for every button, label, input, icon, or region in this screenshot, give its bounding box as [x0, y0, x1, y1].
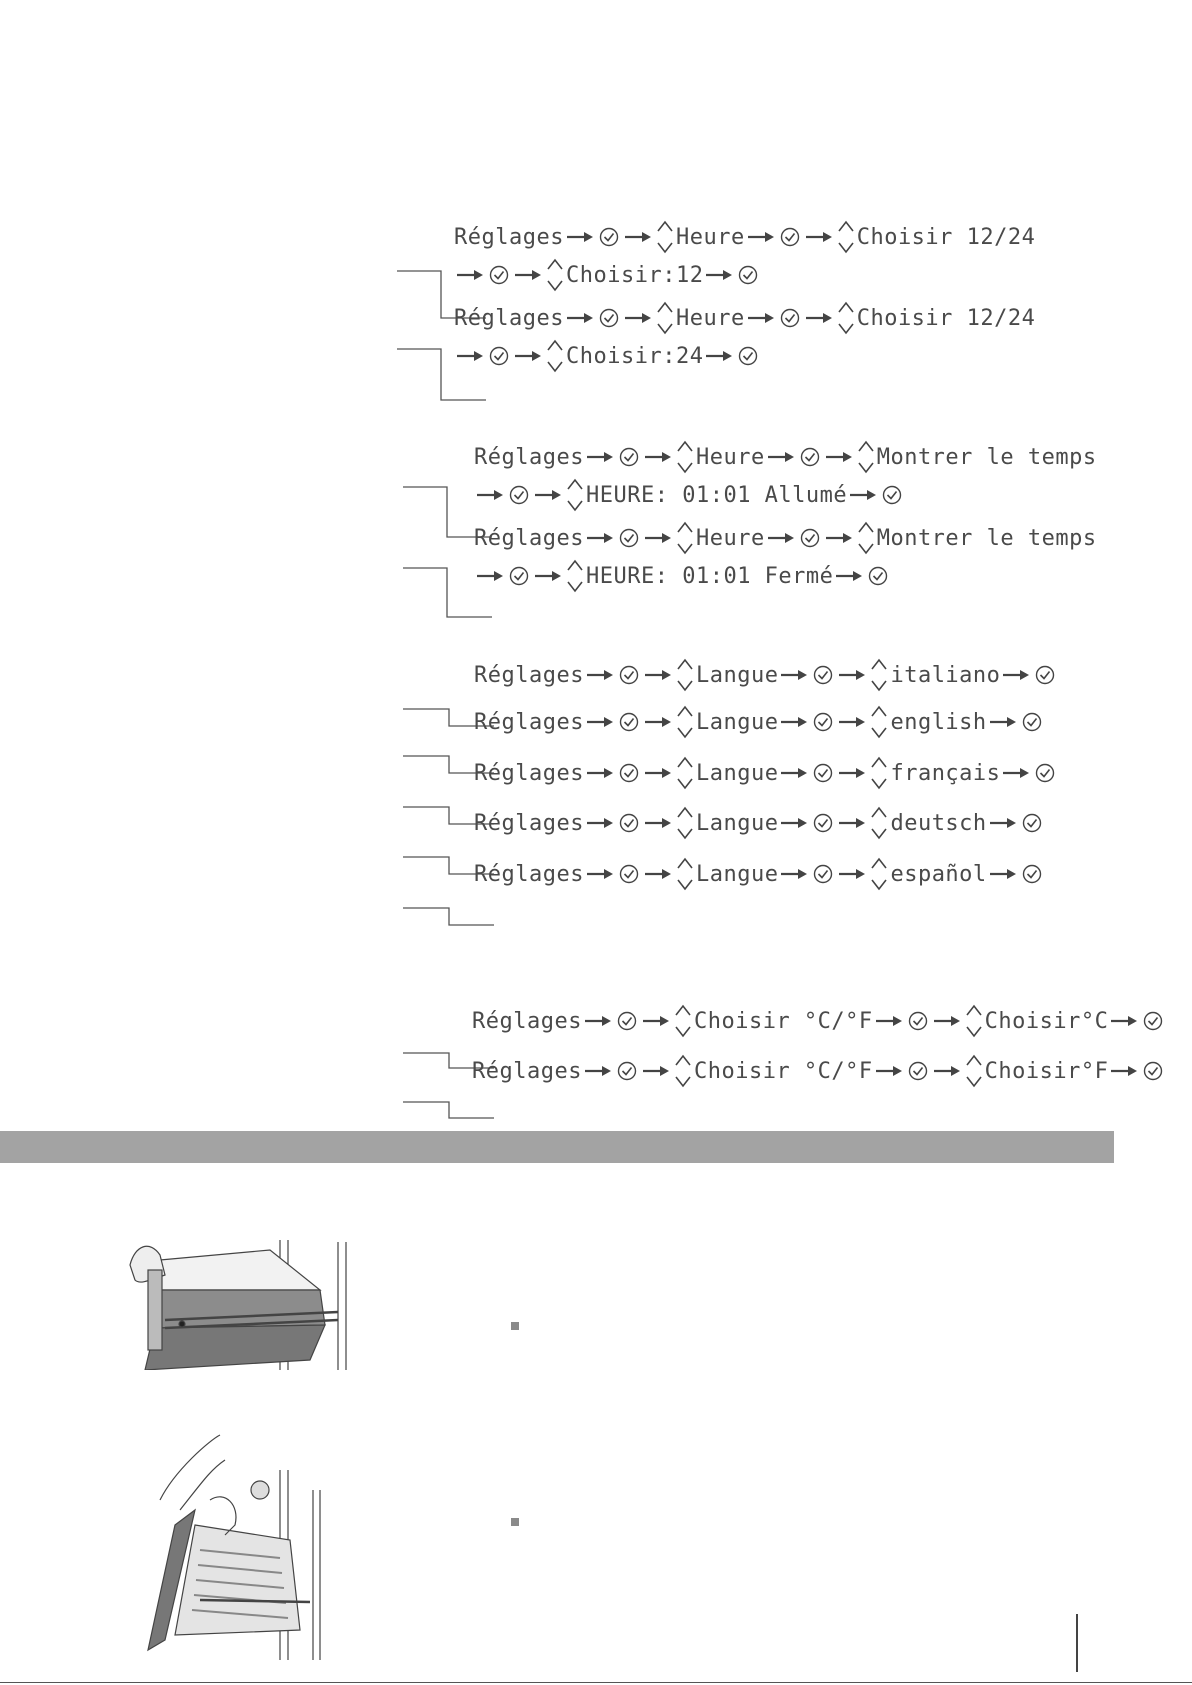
- right-arrow-icon: [644, 450, 672, 464]
- check-circle-icon: [619, 813, 639, 833]
- instruction-text: Réglages: [472, 1058, 582, 1084]
- instruction-text: Montrer le temps: [876, 525, 1097, 551]
- right-arrow-icon: [476, 488, 504, 502]
- right-arrow-icon: [514, 268, 542, 282]
- right-arrow-icon: [1002, 668, 1030, 682]
- right-arrow-icon: [586, 867, 614, 881]
- right-arrow-icon: [476, 569, 504, 583]
- instruction-text: Langue: [695, 760, 779, 786]
- right-arrow-icon: [805, 311, 833, 325]
- check-circle-icon: [489, 346, 509, 366]
- drawer-removal-illustration: [120, 1220, 360, 1370]
- check-circle-icon: [813, 763, 833, 783]
- right-arrow-icon: [989, 867, 1017, 881]
- instruction-text: Heure: [675, 224, 745, 250]
- check-circle-icon: [882, 485, 902, 505]
- instruction-text: HEURE: 01:01 Fermé: [586, 563, 834, 589]
- check-circle-icon: [617, 1011, 637, 1031]
- check-circle-icon: [800, 528, 820, 548]
- right-arrow-icon: [586, 766, 614, 780]
- right-arrow-icon: [642, 1064, 670, 1078]
- right-arrow-icon: [805, 230, 833, 244]
- right-arrow-icon: [644, 867, 672, 881]
- right-arrow-icon: [456, 268, 484, 282]
- up-down-chevron-icon: [870, 856, 888, 892]
- up-down-chevron-icon: [870, 704, 888, 740]
- right-arrow-icon: [586, 531, 614, 545]
- instruction-text: Langue: [695, 709, 779, 735]
- instruction-line: [454, 338, 761, 374]
- right-arrow-icon: [586, 668, 614, 682]
- right-arrow-icon: [825, 531, 853, 545]
- check-circle-icon: [1022, 864, 1042, 884]
- right-arrow-icon: [534, 488, 562, 502]
- check-circle-icon: [1035, 665, 1055, 685]
- instruction-line: [474, 477, 905, 513]
- right-arrow-icon: [644, 668, 672, 682]
- instruction-line: [474, 704, 1045, 740]
- instruction-text: deutsch: [890, 810, 987, 836]
- right-arrow-icon: [586, 715, 614, 729]
- up-down-chevron-icon: [676, 704, 694, 740]
- instruction-line: [474, 439, 1097, 475]
- up-down-chevron-icon: [965, 1003, 983, 1039]
- instruction-text: italiano: [890, 662, 1001, 688]
- right-arrow-icon: [989, 715, 1017, 729]
- instruction-text: Choisir °C/°F: [693, 1058, 873, 1084]
- right-arrow-icon: [838, 715, 866, 729]
- up-down-chevron-icon: [857, 439, 875, 475]
- right-arrow-icon: [875, 1064, 903, 1078]
- right-arrow-icon: [780, 668, 808, 682]
- right-arrow-icon: [849, 488, 877, 502]
- up-down-chevron-icon: [676, 439, 694, 475]
- right-arrow-icon: [1110, 1014, 1138, 1028]
- right-arrow-icon: [780, 867, 808, 881]
- up-down-chevron-icon: [837, 300, 855, 336]
- instruction-text: Heure: [675, 305, 745, 331]
- instruction-text: HEURE: 01:01 Allumé: [586, 482, 848, 508]
- right-arrow-icon: [586, 450, 614, 464]
- right-arrow-icon: [566, 311, 594, 325]
- check-circle-icon: [1143, 1011, 1163, 1031]
- right-arrow-icon: [586, 816, 614, 830]
- right-arrow-icon: [825, 450, 853, 464]
- up-down-chevron-icon: [676, 520, 694, 556]
- right-arrow-icon: [780, 715, 808, 729]
- right-arrow-icon: [747, 311, 775, 325]
- instruction-text: english: [890, 709, 987, 735]
- right-arrow-icon: [838, 766, 866, 780]
- instruction-line: [474, 805, 1045, 841]
- drawer-lid-illustration: [130, 1430, 370, 1660]
- up-down-chevron-icon: [676, 805, 694, 841]
- right-arrow-icon: [747, 230, 775, 244]
- check-circle-icon: [1022, 813, 1042, 833]
- right-arrow-icon: [644, 816, 672, 830]
- instruction-text: Réglages: [474, 861, 584, 887]
- instruction-line: [454, 257, 761, 293]
- up-down-chevron-icon: [546, 257, 564, 293]
- check-circle-icon: [617, 1061, 637, 1081]
- right-arrow-icon: [875, 1014, 903, 1028]
- check-circle-icon: [1022, 712, 1042, 732]
- check-circle-icon: [780, 227, 800, 247]
- instruction-line: [454, 219, 1035, 255]
- check-circle-icon: [489, 265, 509, 285]
- instruction-text: Choisir:24: [566, 343, 704, 369]
- instruction-text: Choisir°C: [984, 1008, 1109, 1034]
- right-arrow-icon: [644, 766, 672, 780]
- bullet-marker: [511, 1518, 519, 1526]
- right-arrow-icon: [989, 816, 1017, 830]
- page-edge-marker: [1076, 1614, 1078, 1672]
- right-arrow-icon: [1002, 766, 1030, 780]
- up-down-chevron-icon: [546, 338, 564, 374]
- up-down-chevron-icon: [674, 1003, 692, 1039]
- instruction-line: [474, 856, 1045, 892]
- up-down-chevron-icon: [566, 558, 584, 594]
- instruction-text: Choisir 12/24: [856, 224, 1036, 250]
- instruction-line: [474, 657, 1058, 693]
- up-down-chevron-icon: [676, 657, 694, 693]
- right-arrow-icon: [534, 569, 562, 583]
- up-down-chevron-icon: [965, 1053, 983, 1089]
- check-circle-icon: [619, 665, 639, 685]
- up-down-chevron-icon: [857, 520, 875, 556]
- instruction-text: Réglages: [472, 1008, 582, 1034]
- check-circle-icon: [619, 763, 639, 783]
- instruction-line: [474, 558, 891, 594]
- instruction-line: [474, 520, 1097, 556]
- check-circle-icon: [780, 308, 800, 328]
- right-arrow-icon: [767, 450, 795, 464]
- up-down-chevron-icon: [870, 755, 888, 791]
- instruction-text: Réglages: [454, 305, 564, 331]
- check-circle-icon: [813, 712, 833, 732]
- instruction-line: [474, 755, 1058, 791]
- up-down-chevron-icon: [656, 219, 674, 255]
- check-circle-icon: [868, 566, 888, 586]
- instruction-text: Réglages: [454, 224, 564, 250]
- bullet-marker: [511, 1322, 519, 1330]
- instruction-text: Réglages: [474, 444, 584, 470]
- instruction-text: Langue: [695, 662, 779, 688]
- instruction-text: Langue: [695, 861, 779, 887]
- instruction-text: Langue: [695, 810, 779, 836]
- check-circle-icon: [619, 528, 639, 548]
- check-circle-icon: [599, 227, 619, 247]
- right-arrow-icon: [838, 867, 866, 881]
- check-circle-icon: [813, 665, 833, 685]
- right-arrow-icon: [838, 816, 866, 830]
- instruction-text: français: [890, 760, 1001, 786]
- right-arrow-icon: [780, 816, 808, 830]
- check-circle-icon: [813, 813, 833, 833]
- check-circle-icon: [1143, 1061, 1163, 1081]
- right-arrow-icon: [933, 1064, 961, 1078]
- right-arrow-icon: [456, 349, 484, 363]
- check-circle-icon: [1035, 763, 1055, 783]
- check-circle-icon: [738, 265, 758, 285]
- up-down-chevron-icon: [870, 657, 888, 693]
- right-arrow-icon: [1110, 1064, 1138, 1078]
- check-circle-icon: [908, 1061, 928, 1081]
- check-circle-icon: [619, 447, 639, 467]
- check-circle-icon: [908, 1011, 928, 1031]
- up-down-chevron-icon: [837, 219, 855, 255]
- up-down-chevron-icon: [870, 805, 888, 841]
- footer-rule: [0, 1682, 1192, 1683]
- right-arrow-icon: [705, 268, 733, 282]
- instruction-text: Heure: [695, 444, 765, 470]
- instruction-text: Choisir 12/24: [856, 305, 1036, 331]
- instruction-text: Réglages: [474, 709, 584, 735]
- up-down-chevron-icon: [656, 300, 674, 336]
- right-arrow-icon: [584, 1014, 612, 1028]
- instruction-text: Réglages: [474, 525, 584, 551]
- instruction-text: Choisir °C/°F: [693, 1008, 873, 1034]
- instruction-text: Choisir°F: [984, 1058, 1109, 1084]
- instruction-line: [472, 1053, 1166, 1089]
- instruction-text: Réglages: [474, 810, 584, 836]
- instruction-text: Heure: [695, 525, 765, 551]
- right-arrow-icon: [933, 1014, 961, 1028]
- right-arrow-icon: [835, 569, 863, 583]
- up-down-chevron-icon: [566, 477, 584, 513]
- check-circle-icon: [619, 864, 639, 884]
- instruction-text: Choisir:12: [566, 262, 704, 288]
- right-arrow-icon: [767, 531, 795, 545]
- right-arrow-icon: [644, 531, 672, 545]
- instruction-line: [454, 300, 1035, 336]
- instruction-text: Réglages: [474, 760, 584, 786]
- instruction-line: [472, 1003, 1166, 1039]
- check-circle-icon: [509, 485, 529, 505]
- instruction-text: español: [890, 861, 987, 887]
- check-circle-icon: [800, 447, 820, 467]
- check-circle-icon: [738, 346, 758, 366]
- right-arrow-icon: [624, 311, 652, 325]
- check-circle-icon: [619, 712, 639, 732]
- right-arrow-icon: [644, 715, 672, 729]
- right-arrow-icon: [514, 349, 542, 363]
- right-arrow-icon: [642, 1014, 670, 1028]
- up-down-chevron-icon: [676, 755, 694, 791]
- right-arrow-icon: [566, 230, 594, 244]
- up-down-chevron-icon: [674, 1053, 692, 1089]
- check-circle-icon: [509, 566, 529, 586]
- check-circle-icon: [813, 864, 833, 884]
- right-arrow-icon: [705, 349, 733, 363]
- right-arrow-icon: [624, 230, 652, 244]
- right-arrow-icon: [584, 1064, 612, 1078]
- instruction-text: Montrer le temps: [876, 444, 1097, 470]
- check-circle-icon: [599, 308, 619, 328]
- section-header-band: [0, 1131, 1114, 1163]
- right-arrow-icon: [838, 668, 866, 682]
- up-down-chevron-icon: [676, 856, 694, 892]
- right-arrow-icon: [780, 766, 808, 780]
- instruction-text: Réglages: [474, 662, 584, 688]
